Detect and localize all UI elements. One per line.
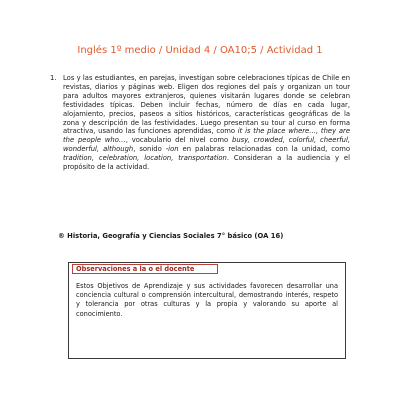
activity-example-phrases: it is the place where…, they are the people who…	[63, 127, 350, 145]
teacher-observations-box	[68, 262, 346, 359]
activity-vocabulary-words: busy, crowded, colorful, cheerful, wonderful, although	[63, 136, 350, 154]
activity-item	[50, 74, 350, 172]
observations-text: Estos Objetivos de Aprendizaje y sus actividades favorecen desarrollar una conciencia cultural o comprensión intercultural, demostrando interés, respeto y tolerancia por otras culturas y la propia y valorando su aporte al conocimiento.	[76, 282, 338, 318]
activity-text-segment: , vocabulario del nivel como	[125, 136, 232, 145]
activity-text-segment: . Consideran a la audiencia y el propósito de la actividad.	[63, 154, 351, 172]
activity-description	[63, 74, 350, 172]
activity-number: 1.	[50, 74, 57, 82]
cross-curricular-reference: ® Historia, Geografía y Ciencias Sociales 7° básico (OA 16)	[58, 232, 284, 240]
observations-heading: Observaciones a la o el docente	[72, 264, 218, 274]
activity-text-segment: en palabras relacionadas con la unidad, como	[178, 145, 350, 154]
activity-ion-words: tradition, celebration, location, transportation	[63, 154, 227, 163]
activity-text-segment: Los y las estudiantes, en parejas, investigan sobre celebraciones típicas de Chile en revistas, diarios y páginas web. Eligen dos regiones del país y organizan un tour para adultos mayores extranjeros, quienes visitarán lugares donde se celebran festividades típicas. Deben incluir fechas, número de días en cada lugar, alojamiento, precios, paseos a sitios históricos, características geográficas de la zona y descripción de las festividades. Luego presentan su tour al curso en forma atractiva, usando las funciones aprendidas, como	[63, 74, 350, 136]
activity-text-segment: , sonido	[133, 145, 166, 154]
activity-sound-ion: -ion	[165, 145, 179, 154]
page-title: Inglés 1º medio / Unidad 4 / OA10;5 / Actividad 1	[77, 45, 323, 56]
